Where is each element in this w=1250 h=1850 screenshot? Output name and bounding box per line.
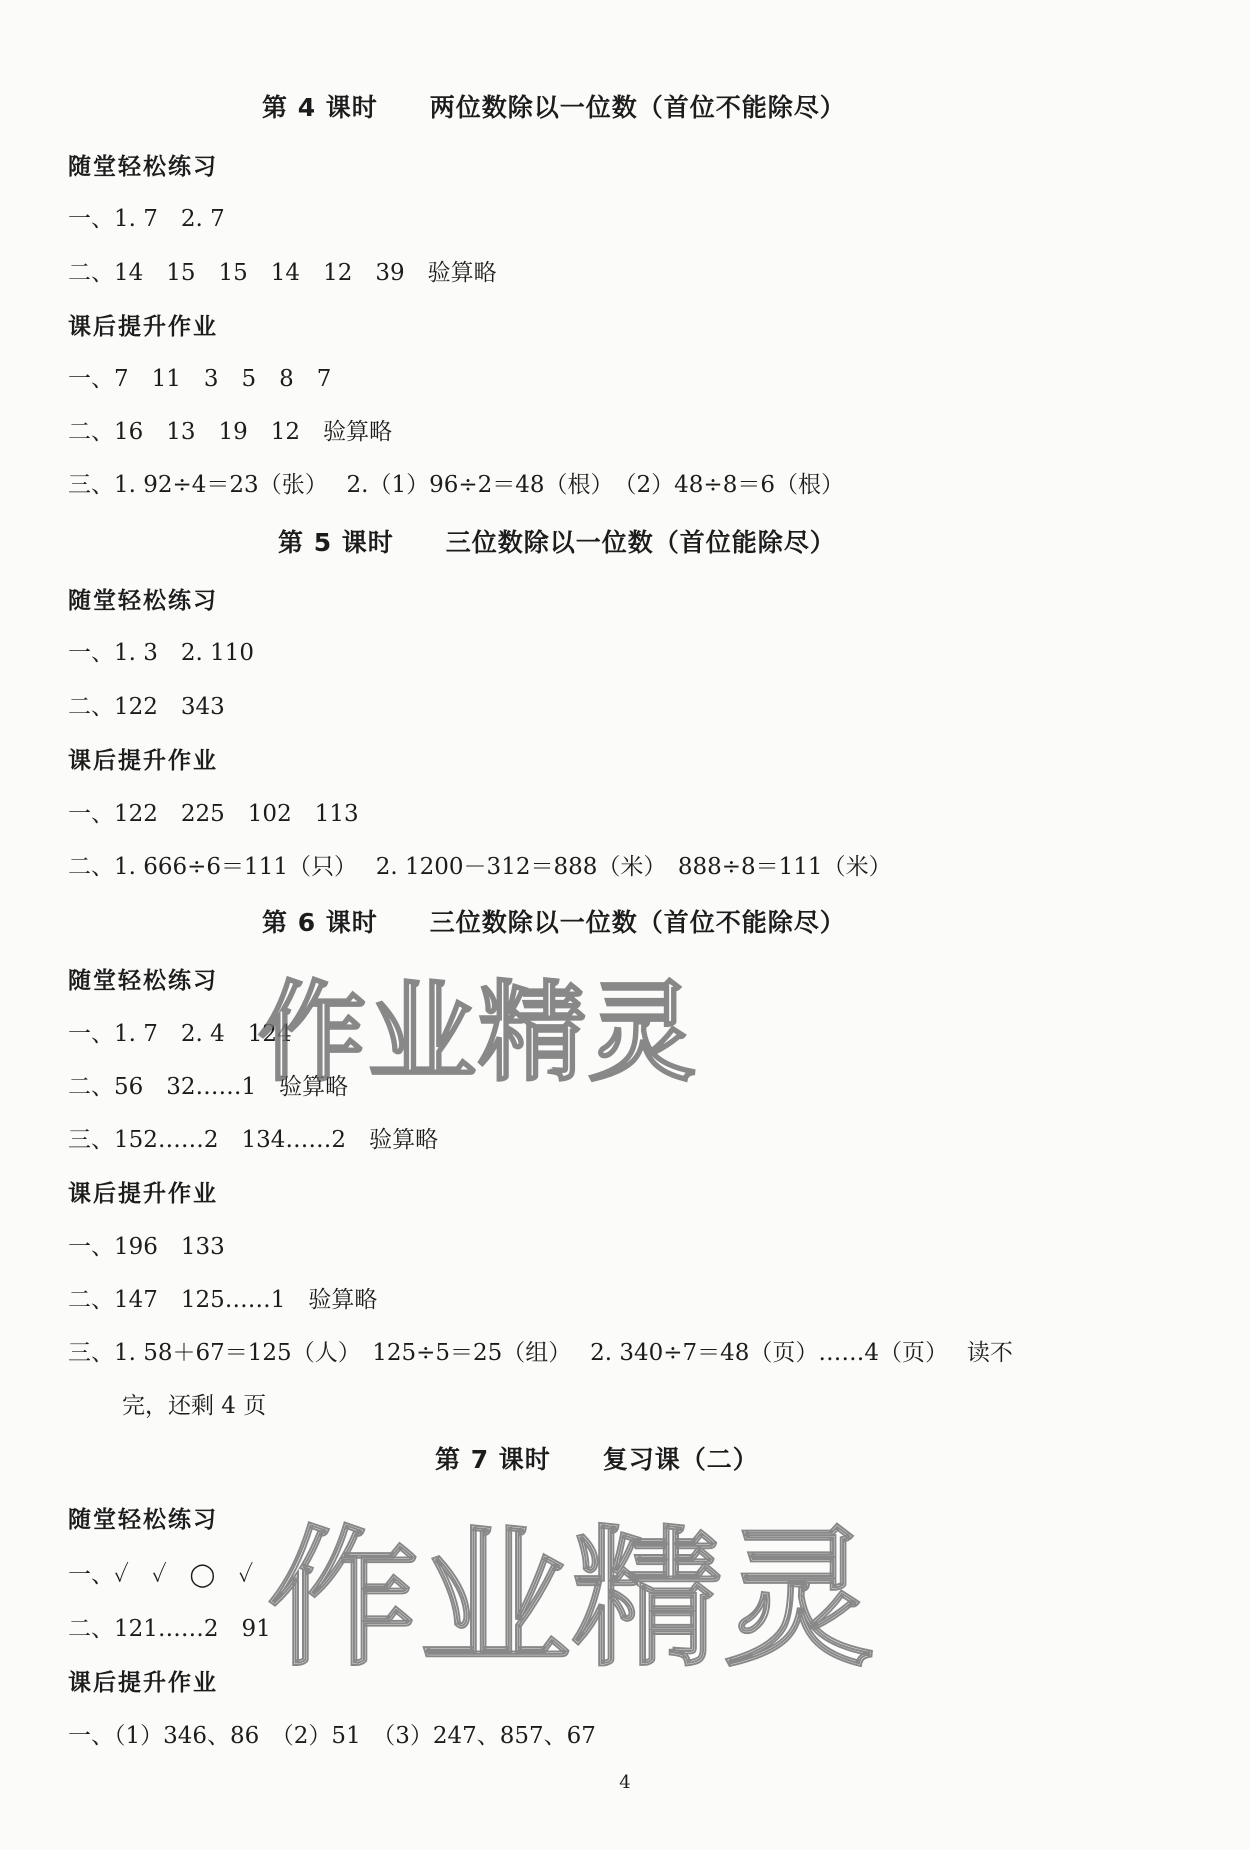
answer-line: 二、122 343 [68, 694, 225, 720]
answer-line: 一、（1）346、86 （2）51 （3）247、857、67 [68, 1723, 596, 1749]
section-heading: 课后提升作业 [68, 748, 218, 774]
answer-line: 一、1. 7 2. 7 [68, 206, 225, 232]
section-heading: 随堂轻松练习 [68, 1507, 218, 1533]
page-number: 4 [619, 1772, 631, 1793]
watermark-2: 作业精灵 [268, 1513, 877, 1687]
section-heading: 课后提升作业 [68, 1670, 218, 1696]
section-heading: 随堂轻松练习 [68, 154, 218, 180]
answer-line: 二、121……2 91 [68, 1616, 271, 1642]
answer-line: 二、56 32……1 验算略 [68, 1074, 349, 1100]
lesson-heading: 第 4 课时 两位数除以一位数（首位不能除尽） [262, 93, 846, 122]
answer-line: 一、✓ ✓ ◯ ✓ [68, 1562, 254, 1588]
answer-line: 完，还剩 4 页 [122, 1393, 267, 1419]
answer-line: 二、16 13 19 12 验算略 [68, 419, 393, 445]
answer-line: 二、147 125……1 验算略 [68, 1287, 378, 1313]
answer-line: 三、152……2 134……2 验算略 [68, 1127, 439, 1153]
lesson-heading: 第 7 课时 复习课（二） [435, 1445, 759, 1474]
answer-line: 一、196 133 [68, 1234, 225, 1260]
answer-line: 三、1. 58＋67＝125（人） 125÷5＝25（组） 2. 340÷7＝48（页）……4（页） 读不 [68, 1340, 1013, 1366]
section-heading: 课后提升作业 [68, 1181, 218, 1207]
section-heading: 随堂轻松练习 [68, 968, 218, 994]
answer-line: 一、122 225 102 113 [68, 801, 359, 827]
section-heading: 随堂轻松练习 [68, 588, 218, 614]
answer-line: 二、14 15 15 14 12 39 验算略 [68, 260, 497, 286]
answer-line: 一、7 11 3 5 8 7 [68, 366, 332, 392]
answer-line: 二、1. 666÷6＝111（只） 2. 1200－312＝888（米） 888÷8＝111（米） [68, 854, 892, 880]
watermark-1: 作业精灵 [258, 971, 699, 1096]
answer-line: 一、1. 3 2. 110 [68, 640, 255, 666]
lesson-heading: 第 6 课时 三位数除以一位数（首位不能除尽） [262, 908, 846, 937]
answer-line: 三、1. 92÷4＝23（张） 2.（1）96÷2＝48（根） （2）48÷8＝6（根） [68, 472, 844, 498]
answer-line: 一、1. 7 2. 4 124 [68, 1021, 292, 1047]
section-heading: 课后提升作业 [68, 314, 218, 340]
lesson-heading: 第 5 课时 三位数除以一位数（首位能除尽） [278, 528, 836, 557]
